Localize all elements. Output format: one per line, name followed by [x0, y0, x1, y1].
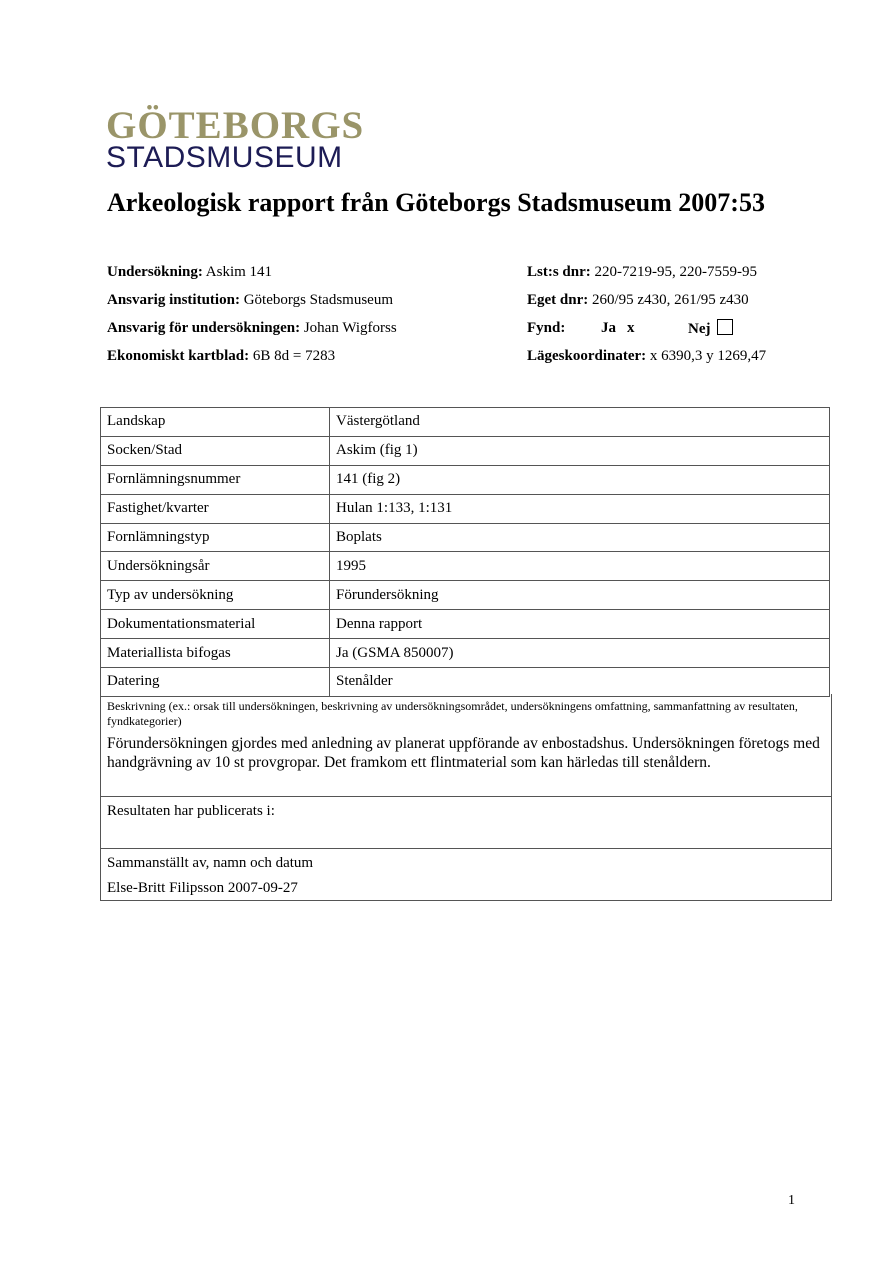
museum-logo [106, 104, 365, 174]
meta-label: Eget dnr: [527, 292, 589, 308]
row-value: 141 (fig 2) [330, 465, 830, 494]
row-key: Dokumentationsmaterial [101, 610, 330, 639]
row-key: Materiallista bifogas [101, 639, 330, 668]
meta-label: Ansvarig för undersökningen: [107, 320, 301, 336]
table-row [101, 639, 830, 668]
meta-label: Undersökning: [107, 264, 203, 280]
fynd-ja-label: Ja [601, 320, 616, 336]
description-box [100, 694, 832, 797]
meta-lagekoordinater [527, 347, 766, 365]
site-info-table [100, 407, 830, 697]
meta-value: Johan Wigforss [300, 320, 397, 336]
table-row [101, 494, 830, 523]
table-row [101, 668, 830, 697]
meta-label: Fynd: [527, 320, 566, 336]
meta-label: Ansvarig institution: [107, 292, 240, 308]
meta-fynd [527, 319, 711, 337]
row-key: Landskap [101, 408, 330, 437]
meta-eget-dnr [527, 291, 749, 309]
row-value: Ja (GSMA 850007) [330, 639, 830, 668]
row-value: Västergötland [330, 408, 830, 437]
table-row [101, 408, 830, 437]
meta-label: Lägeskoordinater: [527, 348, 647, 364]
meta-value: Askim 141 [202, 264, 273, 280]
row-value: Förundersökning [330, 581, 830, 610]
compiled-value: Else-Britt Filipsson 2007-09-27 [107, 880, 298, 896]
meta-kartblad [107, 347, 335, 365]
published-label: Resultaten har publicerats i: [107, 803, 275, 819]
table-row [101, 581, 830, 610]
meta-value: 220-7219-95, 220-7559-95 [590, 264, 757, 280]
row-key: Undersökningsår [101, 552, 330, 581]
fynd-nej-label: Nej [688, 321, 711, 337]
report-title: Arkeologisk rapport från Göteborgs Stadsmuseum 2007:53 [107, 188, 765, 217]
table-row [101, 552, 830, 581]
meta-value: 6B 8d = 7283 [249, 348, 336, 364]
row-value: Stenålder [330, 668, 830, 697]
row-value: Boplats [330, 523, 830, 552]
row-key: Socken/Stad [101, 436, 330, 465]
row-key: Datering [101, 668, 330, 697]
row-value: Hulan 1:133, 1:131 [330, 494, 830, 523]
fynd-ja-mark: x [627, 320, 635, 336]
published-box [100, 797, 832, 849]
page-number: 1 [788, 1193, 795, 1208]
compiled-label: Sammanställt av, namn och datum [107, 855, 314, 871]
row-key: Fornlämningsnummer [101, 465, 330, 494]
meta-ansvarig-institution [107, 291, 393, 309]
logo-line-goteborgs: GÖTEBORGS [106, 104, 365, 147]
meta-value: 260/95 z430, 261/95 z430 [588, 292, 749, 308]
description-heading: Beskrivning (ex.: orsak till undersökningen, beskrivning av undersökningsområdet, undersökningens omfattning, sammanfattning av resultaten, fyndkategorier) [107, 699, 798, 728]
table-row [101, 610, 830, 639]
row-value: 1995 [330, 552, 830, 581]
row-value: Denna rapport [330, 610, 830, 639]
table-row [101, 523, 830, 552]
row-key: Fornlämningstyp [101, 523, 330, 552]
meta-value: Göteborgs Stadsmuseum [239, 292, 393, 308]
logo-line-stadsmuseum: STADSMUSEUM [106, 141, 343, 174]
meta-value: x 6390,3 y 1269,47 [646, 348, 767, 364]
row-key: Fastighet/kvarter [101, 494, 330, 523]
meta-lst-dnr [527, 263, 757, 281]
meta-label: Lst:s dnr: [527, 264, 591, 280]
meta-label: Ekonomiskt kartblad: [107, 348, 250, 364]
meta-ansvarig-person [107, 319, 397, 337]
compiled-box [100, 849, 832, 901]
row-key: Typ av undersökning [101, 581, 330, 610]
table-row [101, 436, 830, 465]
table-row [101, 465, 830, 494]
fynd-nej-checkbox [717, 319, 733, 335]
description-body: Förundersökningen gjordes med anledning av planerat uppförande av enbostadshus. Undersökningen företogs med handgrävning av 10 st provgropar. Det framkom ett flintmaterial som kan härledas till stenåldern. [107, 735, 820, 771]
row-value: Askim (fig 1) [330, 436, 830, 465]
meta-undersokning [107, 263, 272, 281]
